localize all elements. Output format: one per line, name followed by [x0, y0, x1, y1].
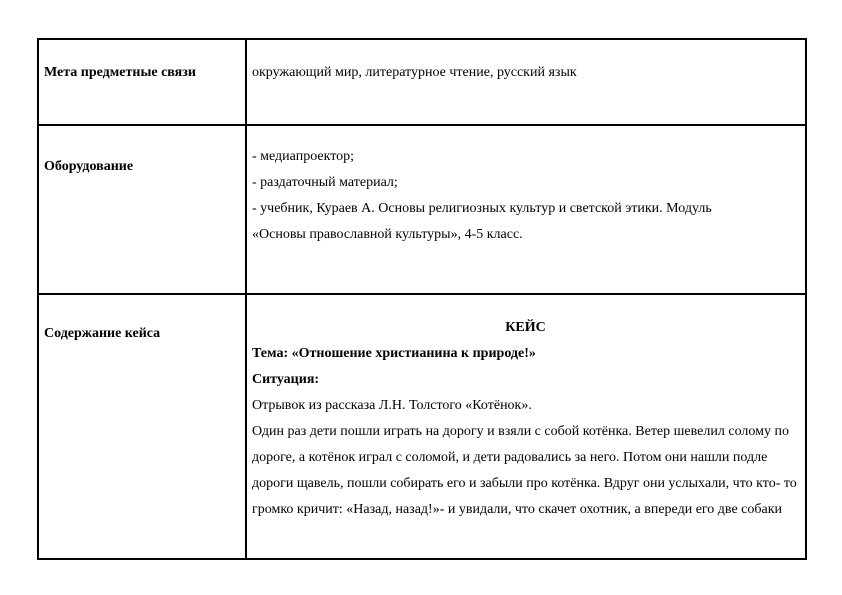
equipment-label: Оборудование	[44, 159, 134, 174]
cell-equipment-label	[38, 125, 246, 294]
table-row	[38, 39, 806, 125]
equipment-item-projector: - медиапроектор;	[252, 149, 355, 164]
cell-meta-subject-links-label	[38, 39, 246, 125]
meta-subject-links-label: Мета предметные связи	[44, 65, 196, 80]
case-source: Отрывок из рассказа Л.Н. Толстого «Котёнок».	[252, 398, 532, 413]
case-body-text: Один раз дети пошли играть на дорогу и взяли с собой котёнка. Ветер шевелил солому по дороге, а котёнок играл с соломой, и дети радовались за него. Потом они нашли подле дороги щавель, пошли собирать его и забыли про котёнка. Вдруг они услыхали, что кто- то громко кричит: «Назад, назад!»- и увидали, что скачет охотник, а впереди его две собаки	[252, 424, 797, 517]
equipment-item-handouts: - раздаточный материал;	[252, 175, 398, 190]
meta-subject-links-value: окружающий мир, литературное чтение, русский язык	[252, 65, 577, 80]
table-row	[38, 294, 806, 559]
cell-equipment-list	[246, 125, 806, 294]
cell-case-content-label	[38, 294, 246, 559]
case-heading: КЕЙС	[505, 320, 546, 335]
case-content-label: Содержание кейса	[44, 326, 161, 341]
cell-case-content	[246, 294, 806, 559]
equipment-item-textbook: - учебник, Кураев А. Основы религиозных культур и светской этики. Модуль	[252, 201, 712, 216]
case-theme: Тема: «Отношение христианина к природе!»	[252, 346, 536, 361]
lesson-case-table	[37, 38, 807, 560]
equipment-item-textbook-continued: «Основы православной культуры», 4-5 класс.	[252, 227, 523, 242]
table-row	[38, 125, 806, 294]
case-situation-label: Ситуация:	[252, 372, 320, 387]
cell-meta-subject-links-value	[246, 39, 806, 125]
